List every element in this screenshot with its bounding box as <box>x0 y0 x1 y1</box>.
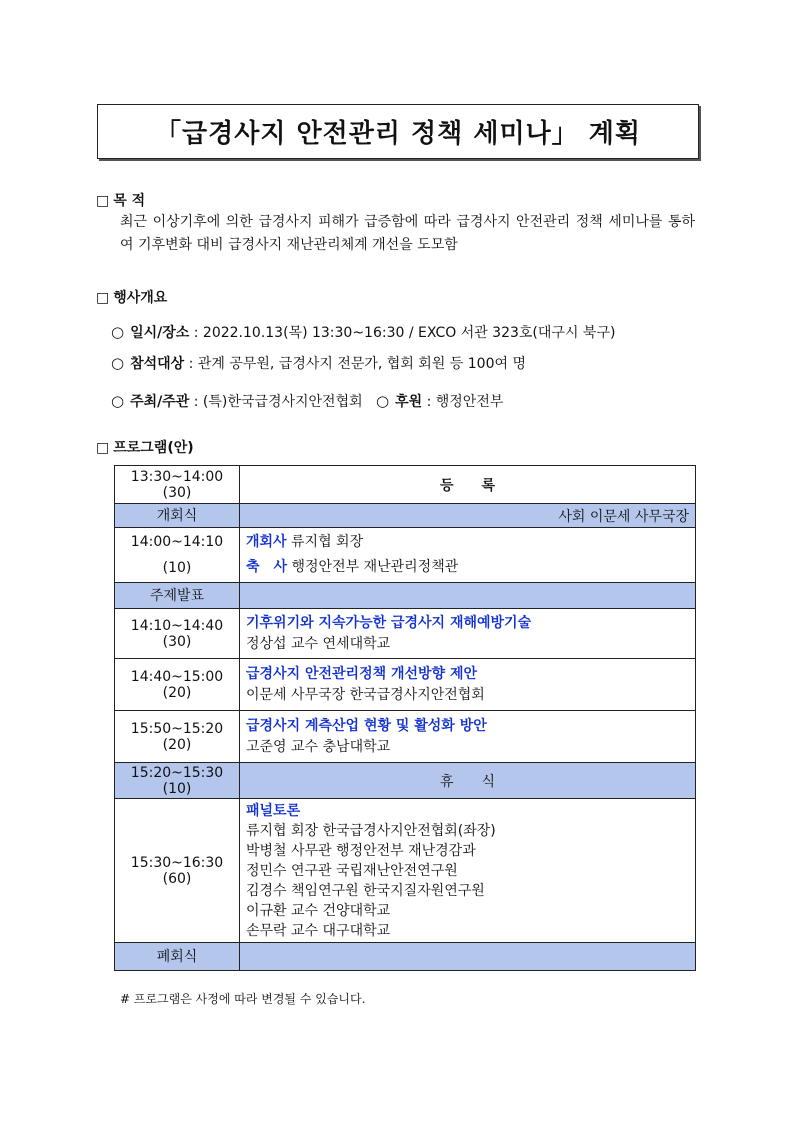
panelist: 정민수 연구관 국립재난안전연구원 <box>246 862 458 879</box>
time-cell: 15:20~15:30 (10) <box>115 763 240 799</box>
table-row <box>115 583 696 609</box>
table-row <box>115 711 696 763</box>
table-row <box>115 943 696 971</box>
time-cell: 14:40~15:00 (20) <box>115 659 240 711</box>
time-cell: 14:00~14:10 (10) <box>115 528 240 583</box>
purpose-heading: □ 목 적 <box>96 193 146 209</box>
program-heading: □ 프로그램(안) <box>96 440 194 456</box>
empty-cell <box>240 583 696 609</box>
opening-mc: 사회 이문세 사무국장 <box>240 504 696 528</box>
talk-cell: 급경사지 안전관리정책 개선방향 제안 이문세 사무국장 한국급경사지안전협회 <box>240 659 696 711</box>
panelist: 이규환 교수 건양대학교 <box>246 902 391 919</box>
panelist: 손무락 교수 대구대학교 <box>246 922 391 939</box>
footnote: # 프로그램은 사정에 따라 변경될 수 있습니다. <box>120 992 366 1006</box>
empty-cell <box>240 943 696 971</box>
circle-bullet-icon: ○ <box>111 354 125 372</box>
table-row <box>115 504 696 528</box>
time-cell: 15:50~15:20 (20) <box>115 711 240 763</box>
table-row <box>115 466 696 504</box>
panel-cell <box>240 799 696 943</box>
panel-title: 패널토론 <box>246 802 301 819</box>
table-row <box>115 609 696 659</box>
topics-label: 주제발표 <box>115 583 240 609</box>
opening-label: 개회식 <box>115 504 240 528</box>
circle-bullet-icon: ○ <box>375 392 390 410</box>
page-title: 「급경사지 안전관리 정책 세미나」 계획 <box>97 104 699 159</box>
table-row <box>115 763 696 799</box>
purpose-text: 최근 이상기후에 의한 급경사지 피해가 급증함에 따라 급경사지 안전관리 정책 세미나를 통하여 기후변화 대비 급경사지 재난관리체계 개선을 도모함 <box>120 214 695 253</box>
table-row <box>115 528 696 583</box>
checkbox-icon: □ <box>96 193 110 209</box>
circle-bullet-icon: ○ <box>111 323 125 341</box>
panelist: 류지협 회장 한국급경사지안전협회(좌장) <box>246 822 496 839</box>
overview-host: ○ 주최/주관 : (특)한국급경사지안전협회 ○ 후원 : 행정안전부 <box>111 392 504 410</box>
overview-heading: □ 행사개요 <box>96 290 168 306</box>
panelist: 박병철 사무관 행정안전부 재난경감과 <box>246 842 476 859</box>
checkbox-icon: □ <box>96 290 110 306</box>
talk-cell: 기후위기와 지속가능한 급경사지 재해예방기술 정상섭 교수 연세대학교 <box>240 609 696 659</box>
closing-label: 폐회식 <box>115 943 240 971</box>
table-row <box>115 659 696 711</box>
time-cell: 13:30~14:00 (30) <box>115 466 240 504</box>
welcome-cell: 개회사 류지협 회장 축 사 행정안전부 재난관리정책관 <box>240 528 696 583</box>
time-cell: 15:30~16:30 (60) <box>115 799 240 943</box>
time-cell: 14:10~14:40 (30) <box>115 609 240 659</box>
overview-datetime: ○ 일시/장소 : 2022.10.13(목) 13:30~16:30 / EXCO 서관 323호(대구시 북구) <box>111 323 616 341</box>
panelist: 김경수 책임연구원 한국지질자원연구원 <box>246 882 485 899</box>
overview-attendees: ○ 참석대상 : 관계 공무원, 급경사지 전문가, 협회 회원 등 100여 명 <box>111 354 526 372</box>
program-table <box>114 465 696 971</box>
registration-cell: 등 록 <box>240 466 696 504</box>
talk-cell: 급경사지 계측산업 현황 및 활성화 방안 고준영 교수 충남대학교 <box>240 711 696 763</box>
checkbox-icon: □ <box>96 440 110 456</box>
break-cell: 휴 식 <box>240 763 696 799</box>
table-row <box>115 799 696 943</box>
circle-bullet-icon: ○ <box>111 392 125 410</box>
